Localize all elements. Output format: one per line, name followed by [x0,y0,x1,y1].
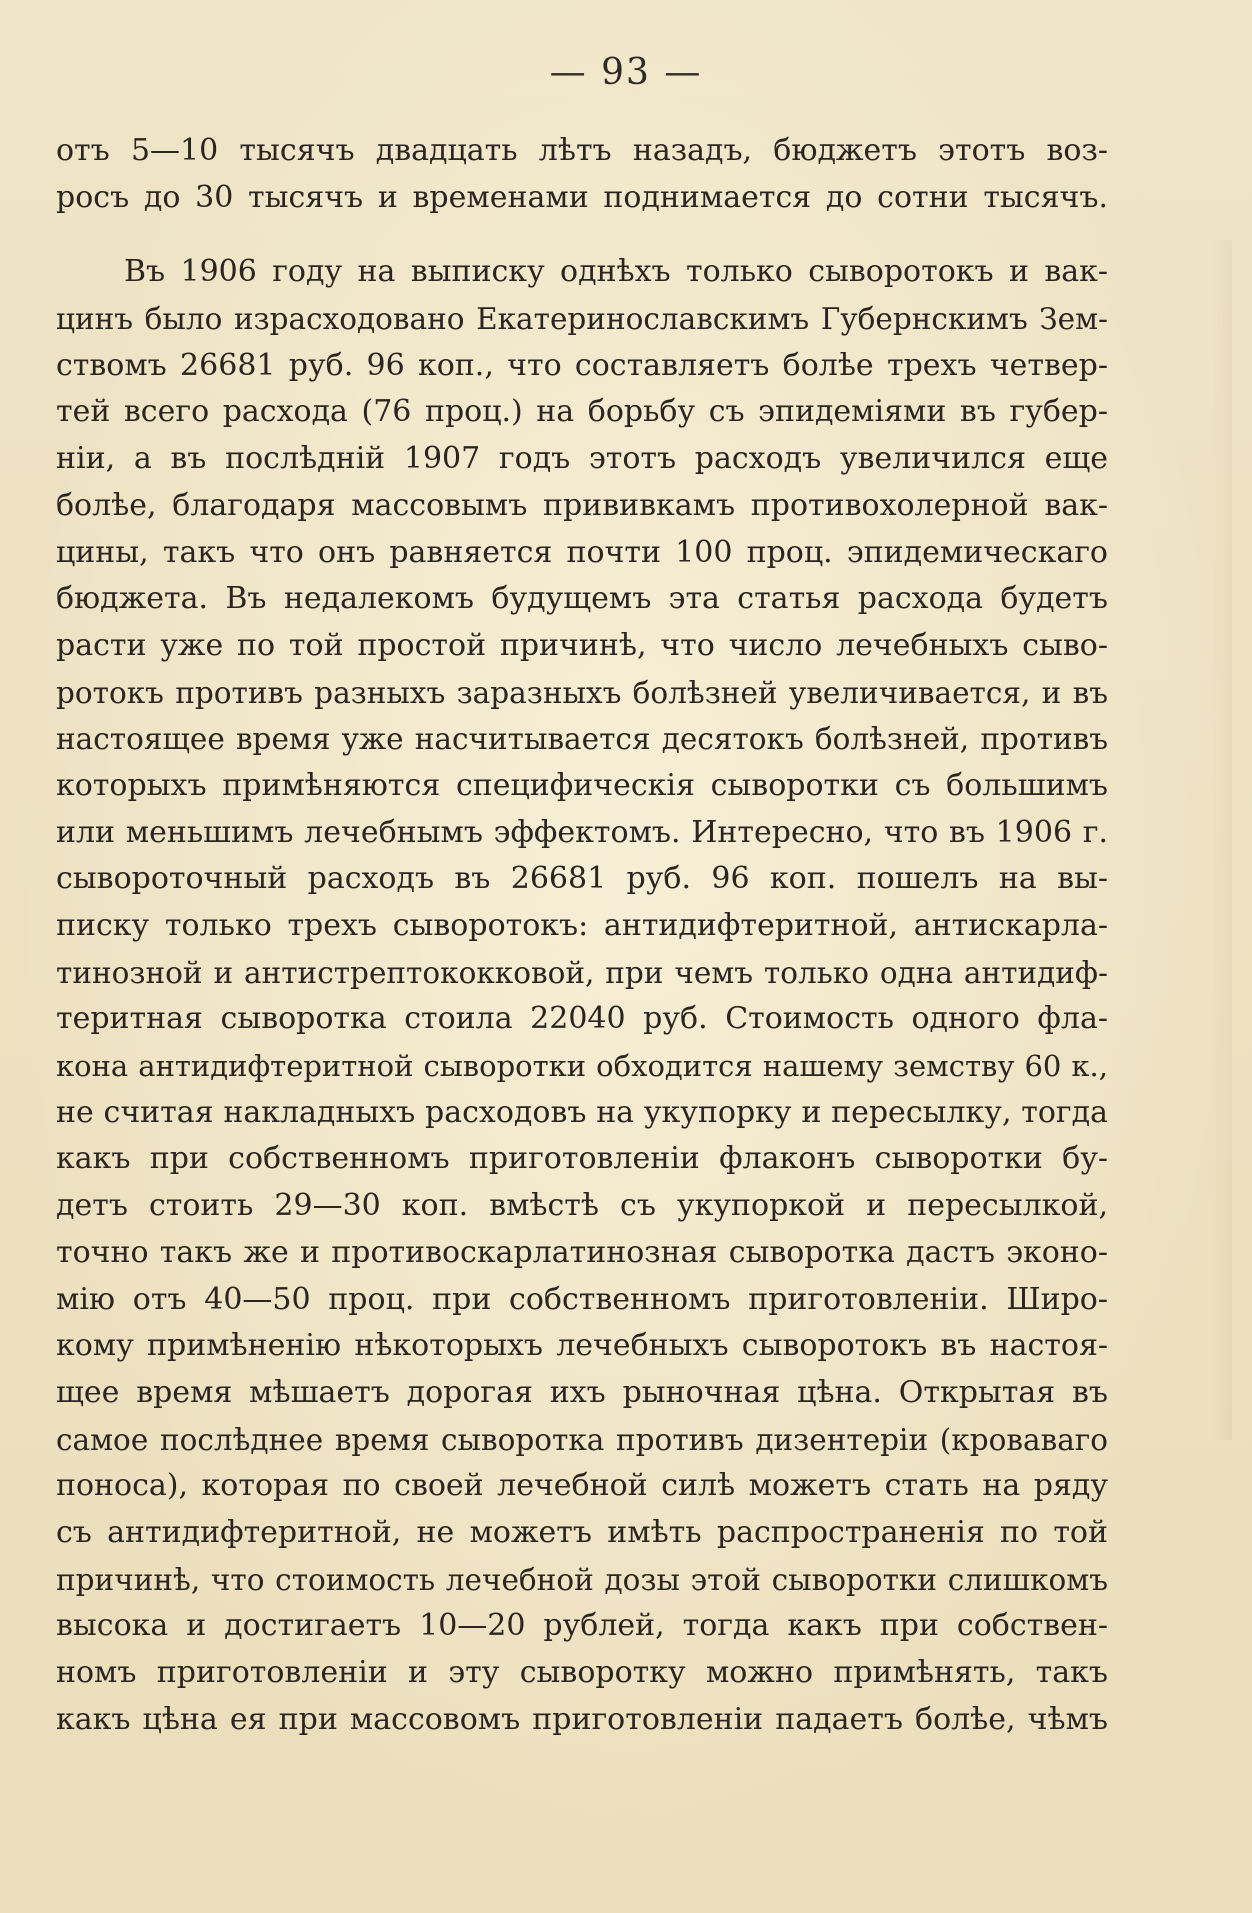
page-edge-shadow [1212,240,1232,1440]
text-line: бюджета. Въ недалекомъ будущемъ эта статья расхода будетъ [56,581,1108,617]
text-line: росъ до 30 тысячъ и временами поднимается до сотни тысячъ. [56,179,1108,215]
text-line: поноса), которая по своей лечебной силѣ можетъ стать на ряду [56,1468,1108,1504]
text-line: которыхъ примѣняются специфическія сыворотки съ большимъ [56,767,1108,803]
text-line: болѣе, благодаря массовымъ прививкамъ противохолерной вак- [56,487,1108,523]
text-line: цины, такъ что онъ равняется почти 100 проц. эпидемическаго [56,534,1108,570]
text-line: причинѣ, что стоимость лечебной дозы этой сыворотки слишкомъ [56,1562,1108,1597]
text-line: кому примѣненію нѣкоторыхъ лечебныхъ сыворотокъ въ настоя- [56,1328,1108,1364]
text-line: кона антидифтеритной сыворотки обходится нашему земству 60 к., [56,1049,1108,1084]
paragraph-gap [56,221,1108,249]
text-line: какъ цѣна ея при массовомъ приготовленіи падаетъ болѣе, чѣмъ [56,1701,1108,1737]
text-line: номъ приготовленіи и эту сыворотку можно примѣнять, такъ [56,1655,1108,1690]
text-line: детъ стоить 29—30 коп. вмѣстѣ съ укупоркой и пересылкой, [56,1188,1108,1224]
text-line: теритная сыворотка стоила 22040 руб. Стоимость одного фла- [56,1001,1108,1037]
text-line: точно такъ же и противоскарлатинозная сыворотка дастъ эконо- [56,1234,1108,1270]
text-line: сывороточный расходъ въ 26681 руб. 96 коп. пошелъ на вы- [56,861,1108,897]
text-line: ротокъ противъ разныхъ заразныхъ болѣзней увеличивается, и въ [56,675,1108,710]
page-number: — 93 — [549,52,703,93]
text-line: отъ 5—10 тысячъ двадцать лѣтъ назадъ, бюджетъ этотъ воз- [56,133,1108,168]
text-line: или меньшимъ лечебнымъ эффектомъ. Интересно, что въ 1906 г. [56,814,1108,850]
text-line: съ антидифтеритной, не можетъ имѣть распространенія по той [56,1514,1108,1550]
text-line: тинозной и антистрептококковой, при чемъ только одна антидиф- [56,955,1108,990]
text-line: какъ при собственномъ приготовленіи флаконъ сыворотки бу- [56,1141,1108,1177]
text-line: настоящее время уже насчитывается десятокъ болѣзней, противъ [56,722,1108,757]
text-line: мію отъ 40—50 проц. при собственномъ приготовленіи. Широ- [56,1281,1108,1317]
text-line: высока и достигаетъ 10—20 рублей, тогда какъ при собствен- [56,1608,1108,1644]
paragraph-1 [56,128,1108,221]
paragraph-2 [56,249,1108,1743]
text-line: Въ 1906 году на выписку однѣхъ только сыворотокъ и вак- [124,254,1108,290]
text-line: не считая накладныхъ расходовъ на укупорку и пересылку, тогда [56,1094,1108,1130]
text-line: ствомъ 26681 руб. 96 коп., что составляетъ болѣе трехъ четвер- [56,347,1108,383]
text-line: ніи, а въ послѣдній 1907 годъ этотъ расходъ увеличился еще [56,441,1108,477]
text-line: щее время мѣшаетъ дорогая ихъ рыночная цѣна. Открытая въ [56,1374,1108,1410]
body-text [56,128,1108,1743]
text-line: писку только трехъ сыворотокъ: антидифтеритной, антискарла- [56,908,1108,943]
text-line: расти уже по той простой причинѣ, что число лечебныхъ сыво- [56,627,1108,663]
text-line: тей всего расхода (76 проц.) на борьбу съ эпидеміями въ губер- [56,394,1108,430]
text-line: самое послѣднее время сыворотка противъ дизентеріи (кроваваго [56,1422,1108,1457]
text-line: цинъ было израсходовано Екатеринославскимъ Губернскимъ Зем- [56,302,1108,337]
